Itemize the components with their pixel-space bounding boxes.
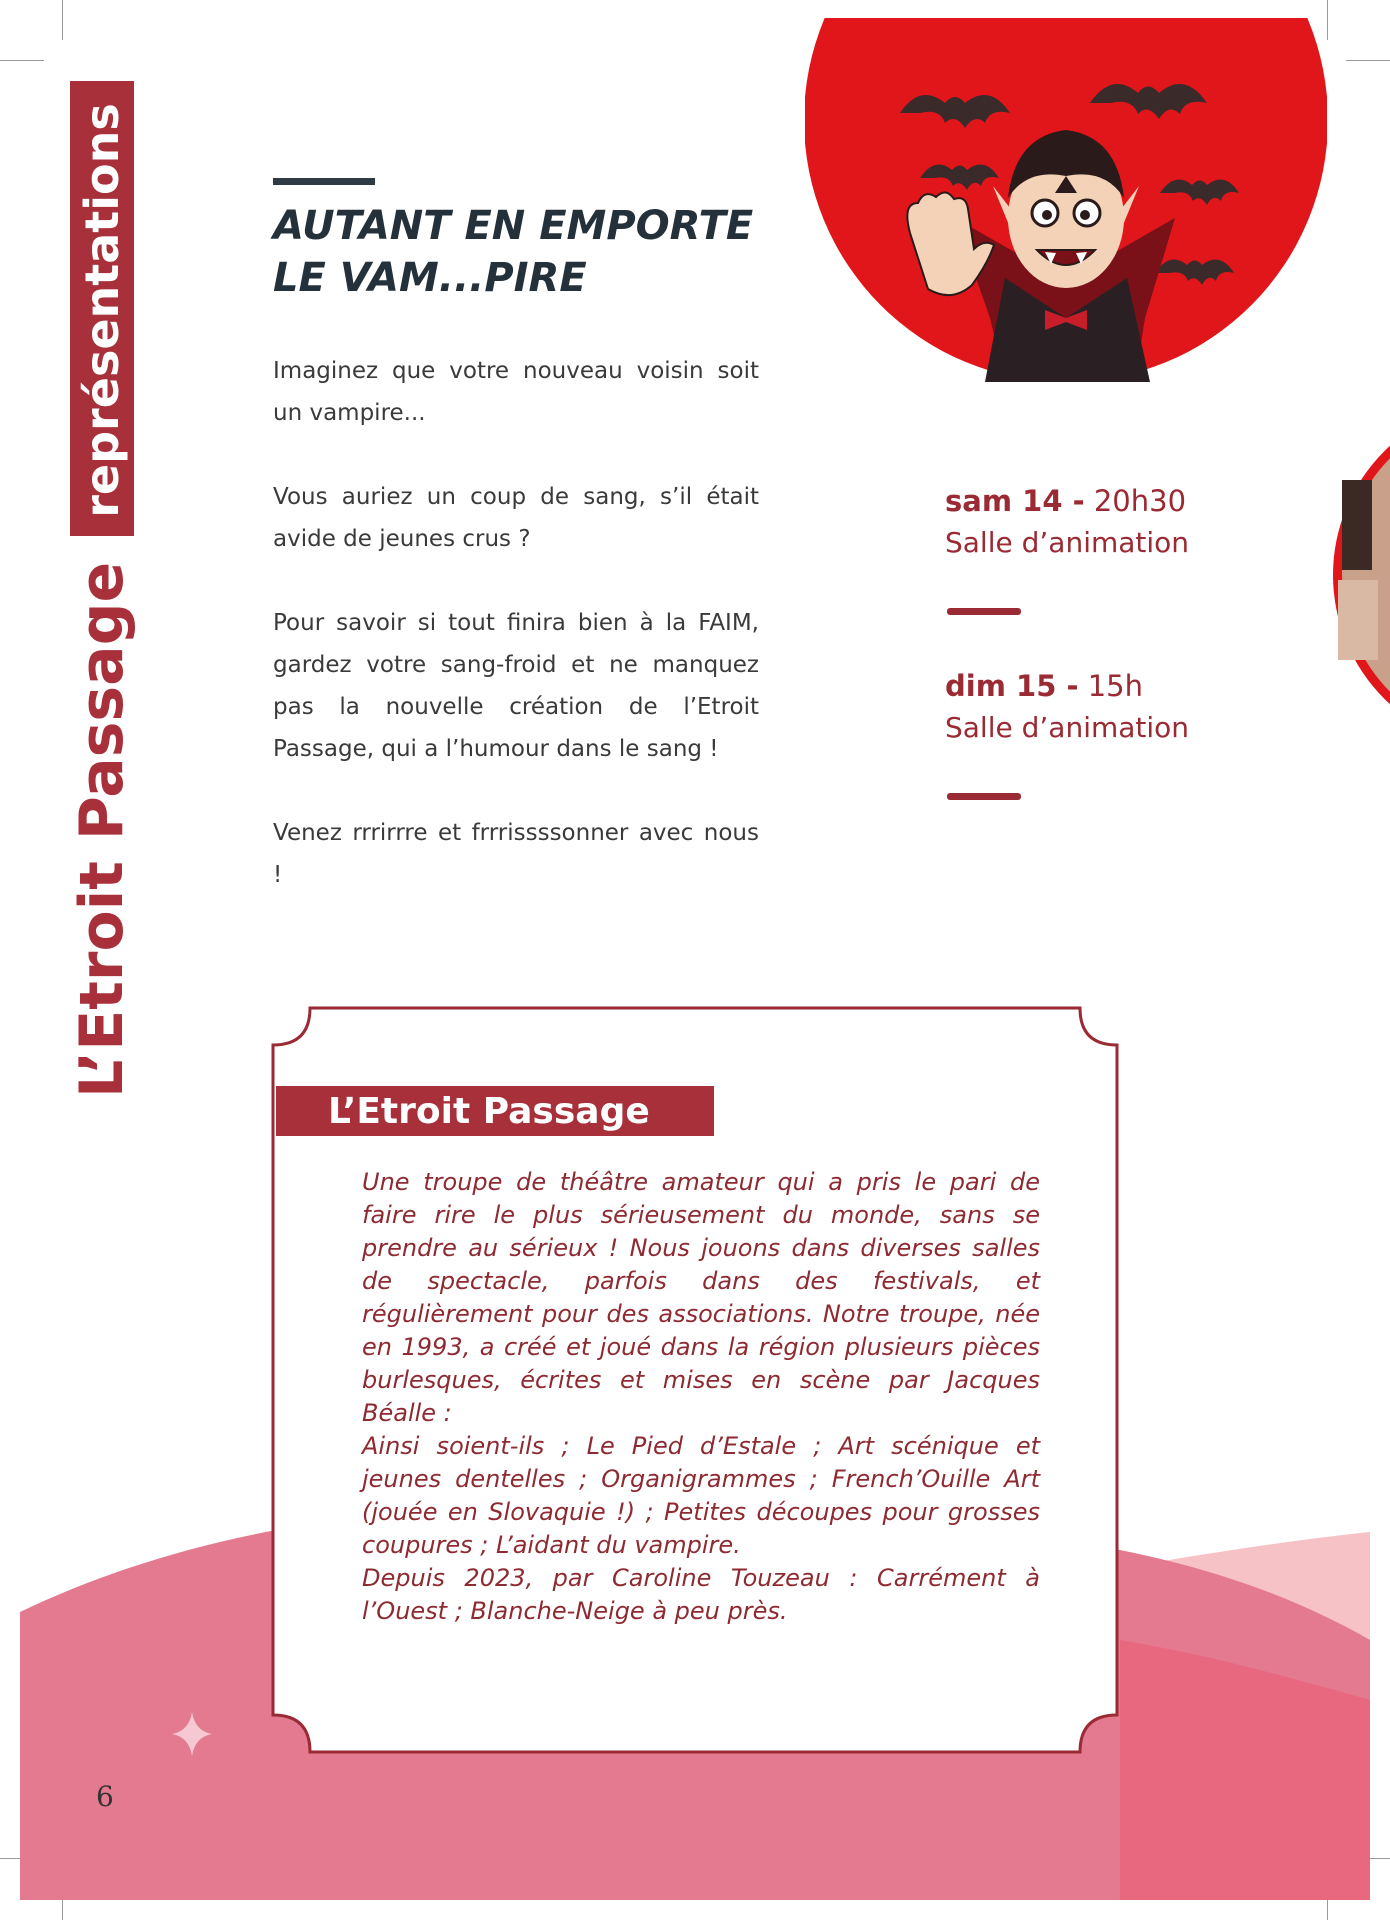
sparkle-icon <box>172 1712 212 1756</box>
schedule-time: 20h30 <box>1093 484 1187 518</box>
schedule <box>945 480 1275 850</box>
schedule-time: 15h <box>1087 669 1144 703</box>
schedule-divider <box>947 793 1021 800</box>
side-banner <box>42 98 162 1098</box>
bio-paragraph: Ainsi soient-ils ; Le Pied d’Estale ; Art scénique et jeunes dentelles ; Organigrammes ; French’Ouille Art (jouée en Slovaquie !) ; Petites découpes pour grosses coupures ; L’aidant du vampire. <box>362 1432 1040 1559</box>
show-description <box>273 350 759 938</box>
bio-paragraph: Depuis 2023, par Caroline Touzeau : Carrément à l’Ouest ; Blanche-Neige à peu près. <box>362 1564 1040 1625</box>
schedule-datetime <box>945 665 1275 707</box>
schedule-item <box>945 665 1275 800</box>
schedule-datetime <box>945 480 1275 522</box>
edge-photo-circle <box>1328 440 1390 710</box>
bio-header <box>276 1086 714 1136</box>
show-title-line: LE VAM...PIRE <box>273 255 587 301</box>
description-paragraph: Vous auriez un coup de sang, s’il était avide de jeunes crus ? <box>273 484 759 552</box>
schedule-day: dim 15 - <box>945 669 1079 703</box>
schedule-day: sam 14 - <box>945 484 1085 518</box>
category-label: représentations <box>75 103 129 518</box>
category-label-box <box>70 81 134 536</box>
show-title-line: AUTANT EN EMPORTE <box>273 203 754 249</box>
title-rule <box>273 178 375 185</box>
bio-paragraph: Une troupe de théâtre amateur qui a pris le pari de faire rire le plus sérieusement du monde, sans se prendre au sérieux ! Nous jouons dans diverses salles de spectacle, parfois dans des festivals, et régulièrement pour des associations. Notre troupe, née en 1993, a créé et joué dans la région plusieurs pièces burlesques, écrites et mises en scène par Jacques Béalle : <box>362 1168 1040 1427</box>
schedule-venue: Salle d’animation <box>945 526 1190 559</box>
bio-heading: L’Etroit Passage <box>328 1090 650 1132</box>
company-name-vertical: L’Etroit Passage <box>67 561 137 1098</box>
schedule-venue: Salle d’animation <box>945 711 1190 744</box>
description-paragraph: Pour savoir si tout finira bien à la FAIM, gardez votre sang-froid et ne manquez pas la nouvelle création de l’Etroit Passage, qui a l’humour dans le sang ! <box>273 610 759 762</box>
vampire-illustration <box>805 18 1327 382</box>
schedule-divider <box>947 608 1021 615</box>
description-paragraph: Imaginez que votre nouveau voisin soit un vampire... <box>273 358 759 426</box>
schedule-item <box>945 480 1275 615</box>
description-paragraph: Venez rrrirrre et frrrissssonner avec nous ! <box>273 820 759 888</box>
show-title <box>273 200 793 304</box>
bio-text <box>362 1166 1040 1628</box>
page-number: 6 <box>96 1780 114 1813</box>
